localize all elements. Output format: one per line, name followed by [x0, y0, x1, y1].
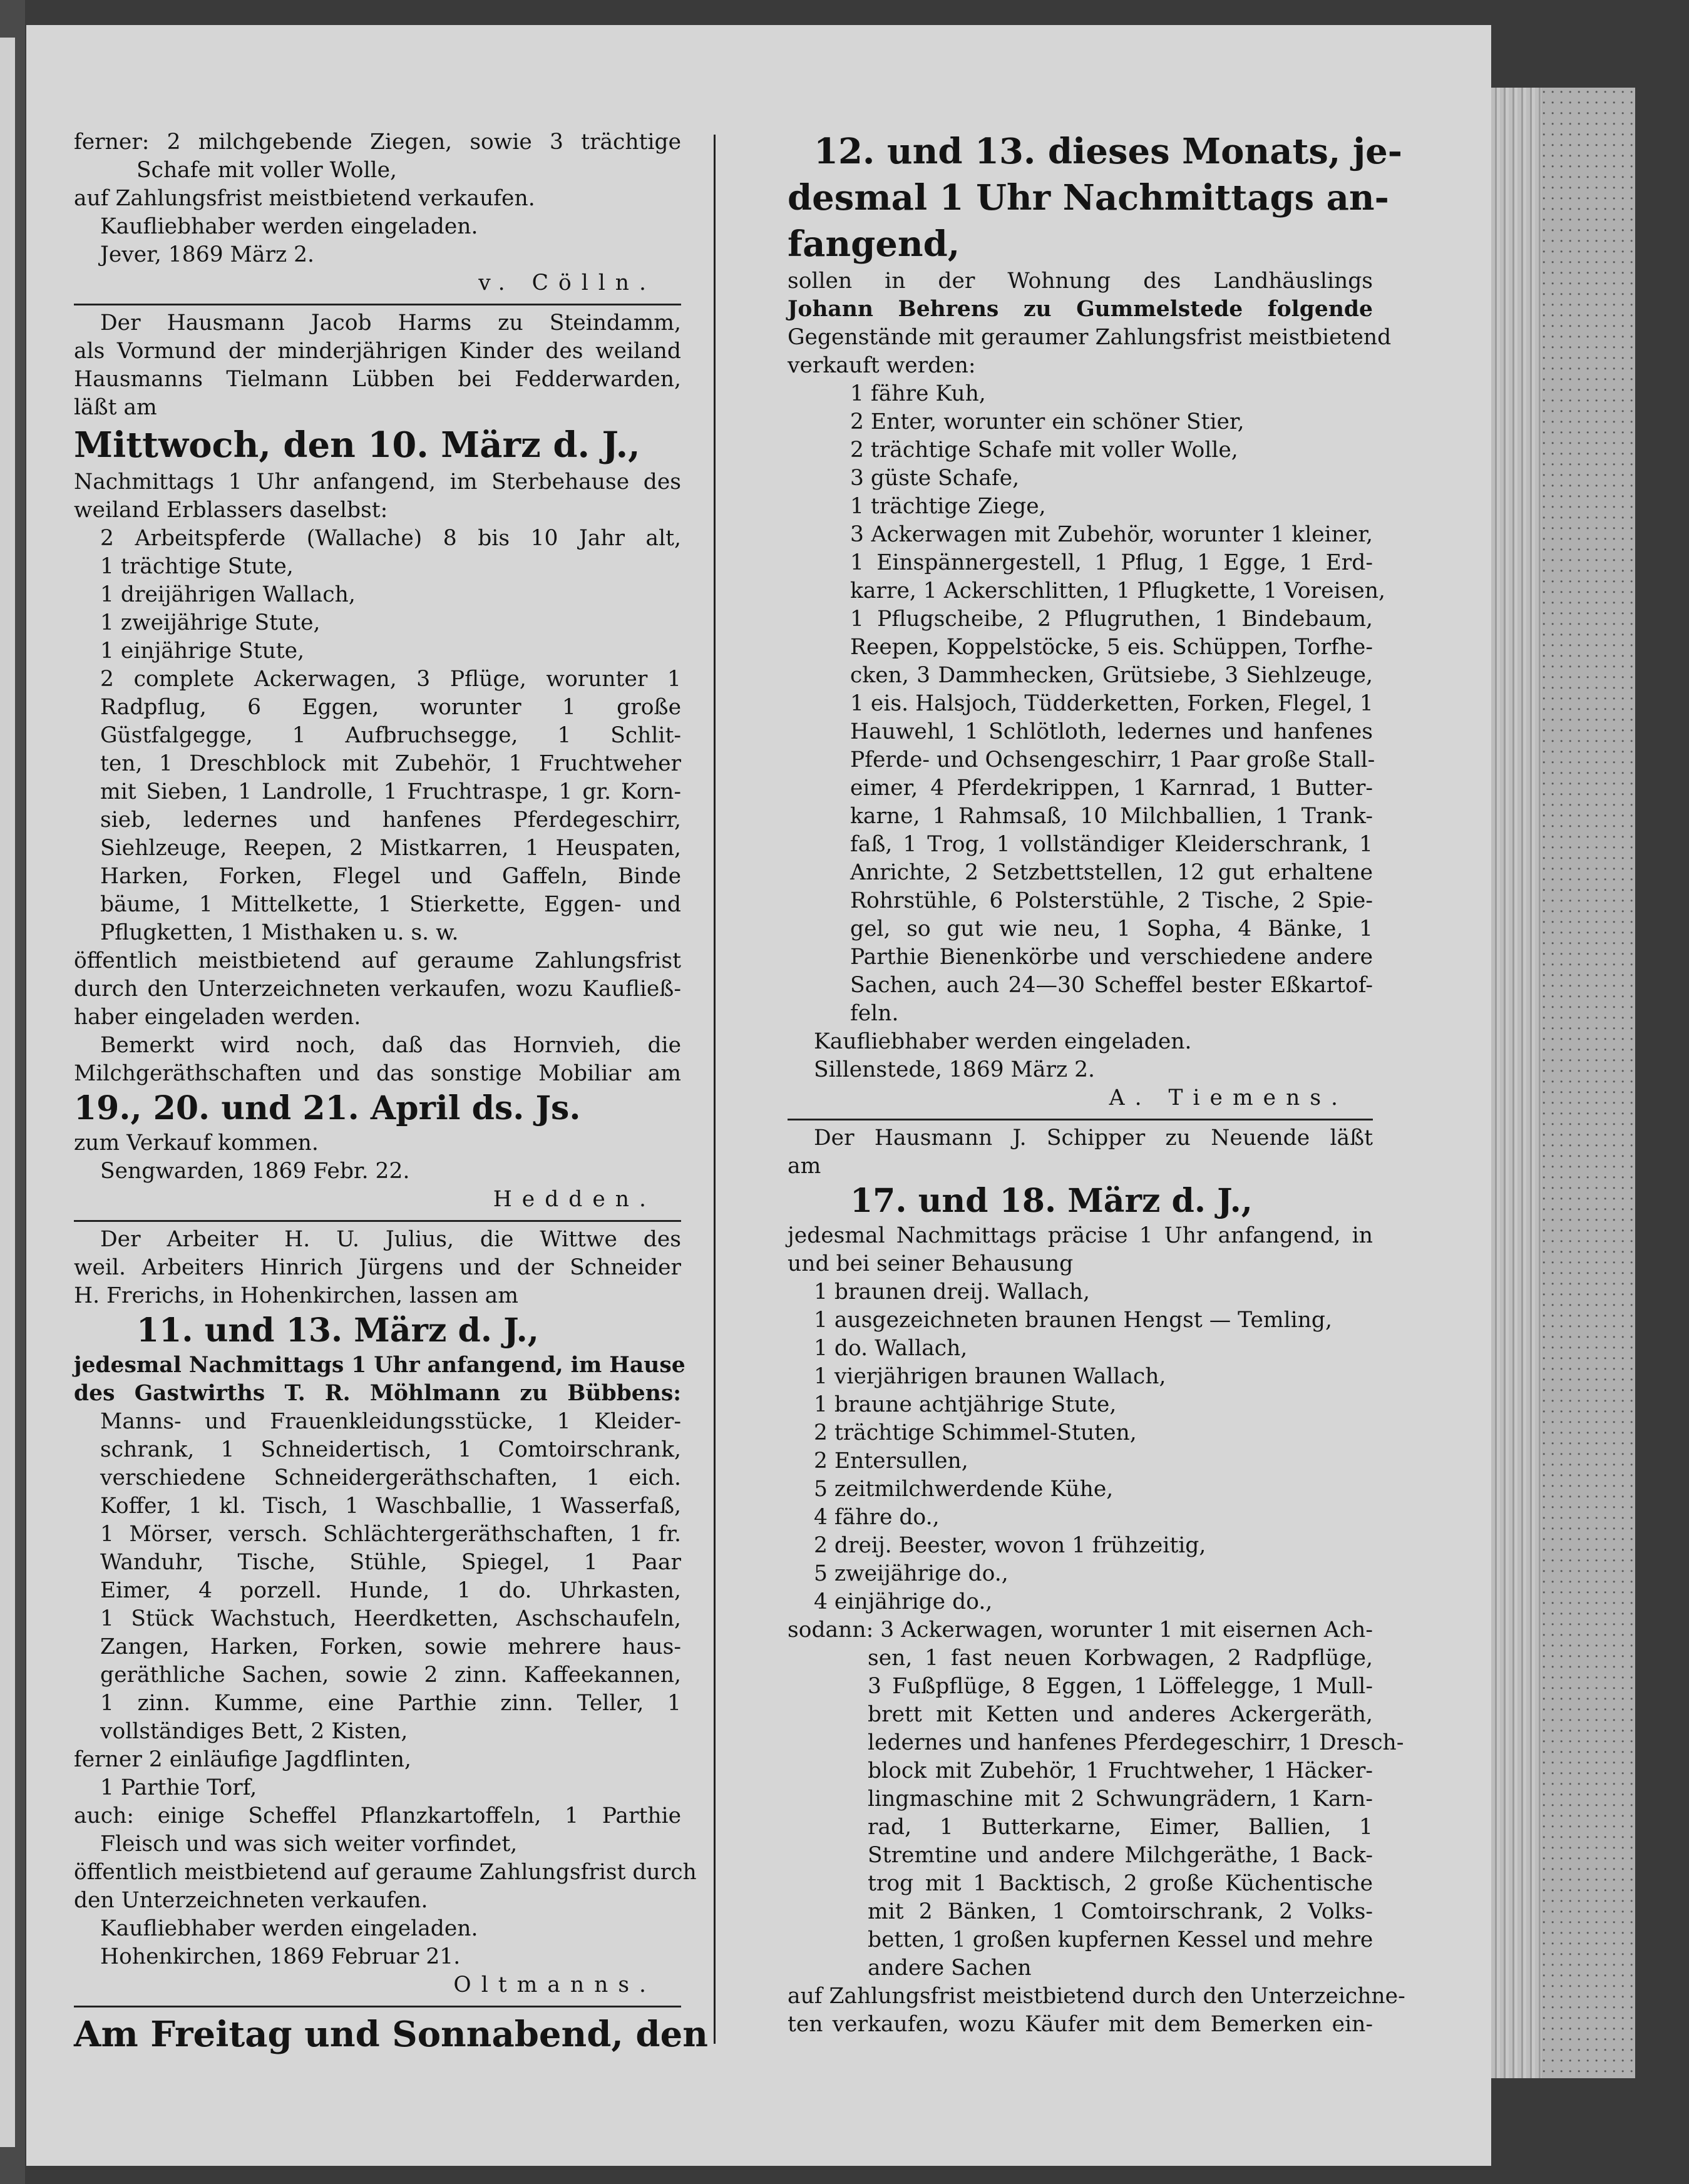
list-item: 1 vierjährigen braunen Wallach, [814, 1364, 1166, 1389]
list-item: 1 do. Wallach, [814, 1336, 968, 1361]
list-item: bäume, 1 Mittelkette, 1 Stierkette, Eggen- und [100, 892, 681, 917]
section-rule [74, 1220, 681, 1222]
list-item: eimer, 4 Pferdekrippen, 1 Karnrad, 1 Butter- [850, 776, 1373, 801]
list-item: mit 2 Bänken, 1 Comtoirschrank, 2 Volks- [868, 1899, 1373, 1924]
list-item: 1 braune achtjährige Stute, [814, 1392, 1117, 1417]
text-line: am [788, 1154, 821, 1179]
notice-heading: desmal 1 Uhr Nachmittags an- [788, 177, 1389, 218]
list-item: andere Sachen [868, 1956, 1032, 1981]
list-item: 1 Mörser, versch. Schlächtergeräthschaften, 1 fr. [100, 1522, 681, 1547]
list-item: geräthliche Sachen, sowie 2 zinn. Kaffeekannen, [100, 1663, 681, 1688]
list-item: Güstfalgegge, 1 Aufbruchsegge, 1 Schlit- [100, 723, 681, 748]
notice-coelln [74, 128, 681, 297]
list-item: ledernes und hanfenes Pferdegeschirr, 1 Dresch- [868, 1730, 1404, 1755]
list-item: feln. [850, 1001, 899, 1026]
list-item: 1 trächtige Ziege, [850, 494, 1046, 519]
list-item: mit Sieben, 1 Landrolle, 1 Fruchtraspe, 1 gr. Korn- [100, 779, 681, 804]
text-line: Jever, 1869 März 2. [100, 242, 315, 267]
list-item: verschiedene Schneidergeräthschaften, 1 eich. [100, 1465, 681, 1490]
column-divider [714, 135, 716, 2044]
notice-heading: fangend, [788, 223, 960, 265]
list-item: brett mit Ketten und anderes Ackergeräth, [868, 1702, 1373, 1727]
list-item: Hauwehl, 1 Schlötloth, ledernes und hanfenes [850, 719, 1373, 744]
list-item: karre, 1 Ackerschlitten, 1 Pflugkette, 1 Voreisen, [850, 578, 1385, 603]
list-item: gel, so gut wie neu, 1 Sopha, 4 Bänke, 1 [850, 916, 1373, 941]
notice-heading: Am Freitag und Sonnabend, den [74, 2014, 708, 2055]
list-item: karne, 1 Rahmsaß, 10 Milchballien, 1 Trank- [850, 804, 1373, 829]
list-item: 5 zeitmilchwerdende Kühe, [814, 1477, 1114, 1502]
list-item: betten, 1 großen kupfernen Kessel und mehre [868, 1927, 1373, 1952]
list-item: block mit Zubehör, 1 Fruchtweher, 1 Häcker- [868, 1758, 1373, 1783]
list-item: 1 Pflugscheibe, 2 Pflugruthen, 1 Bindebaum, [850, 607, 1373, 632]
list-item: rad, 1 Butterkarne, Eimer, Ballien, 1 [868, 1815, 1373, 1840]
signature: Hedden. [493, 1187, 656, 1212]
list-item: Harken, Forken, Flegel und Gaffeln, Binde [100, 864, 681, 889]
text-line: Schafe mit voller Wolle, [136, 158, 398, 183]
notice-behrens [788, 128, 1403, 1112]
list-item: Reepen, Koppelstöcke, 5 eis. Schüppen, Torfhe- [850, 635, 1373, 660]
list-item: 3 güste Schafe, [850, 466, 1020, 491]
text-line: Gegenstände mit geraumer Zahlungsfrist meistbietend [788, 325, 1392, 350]
list-item: Siehlzeuge, Reepen, 2 Mistkarren, 1 Heuspaten, [100, 836, 681, 861]
text-line: sollen in der Wohnung des Landhäuslings [788, 269, 1373, 294]
text-line: haber eingeladen werden. [74, 1005, 361, 1030]
signature: v. Cölln. [478, 270, 656, 295]
list-item: 2 complete Ackerwagen, 3 Pflüge, worunter 1 [100, 667, 681, 692]
list-item: sen, 1 fast neuen Korbwagen, 2 Radpflüge, [868, 1646, 1373, 1671]
section-rule [788, 1119, 1373, 1120]
text-line: auf Zahlungsfrist meistbietend verkaufen. [74, 186, 535, 211]
list-item: 2 dreij. Beester, wovon 1 frühzeitig, [814, 1533, 1206, 1558]
text-line: H. Frerichs, in Hohenkirchen, lassen am [74, 1283, 518, 1308]
list-item: 5 zweijährige do., [814, 1561, 1009, 1586]
list-item: 1 Parthie Torf, [100, 1775, 257, 1800]
left-column [74, 128, 708, 2058]
list-item: 2 Entersullen, [814, 1448, 968, 1474]
list-item: 1 einjährige Stute, [100, 638, 305, 664]
list-item: 4 einjährige do., [814, 1589, 993, 1614]
auction-date-heading: 11. und 13. März d. J., [136, 1311, 539, 1350]
text-line: Kaufliebhaber werden eingeladen. [100, 1916, 478, 1941]
text-line: weiland Erblassers daselbst: [74, 498, 388, 523]
text-line: Johann Behrens zu Gummelstede folgende [788, 297, 1373, 322]
section-rule [74, 304, 681, 305]
text-line: läßt am [74, 395, 157, 420]
list-item: Sachen, auch 24—30 Scheffel bester Eßkartof- [850, 973, 1373, 998]
text-line: des Gastwirths T. R. Möhlmann zu Bübbens: [74, 1381, 681, 1406]
list-item: sodann: 3 Ackerwagen, worunter 1 mit eisernen Ach- [788, 1617, 1373, 1643]
text-line: Kaufliebhaber werden eingeladen. [814, 1029, 1192, 1054]
list-item: lingmaschine mit 2 Schwungrädern, 1 Karn- [868, 1787, 1373, 1812]
list-item: 1 ausgezeichneten braunen Hengst — Temling, [814, 1308, 1332, 1333]
list-item: cken, 3 Dammhecken, Grütsiebe, 3 Siehlzeuge, [850, 663, 1373, 688]
notice-julius [74, 1226, 697, 1999]
list-item: vollständiges Bett, 2 Kisten, [100, 1719, 408, 1744]
list-item: 4 fähre do., [814, 1505, 940, 1530]
list-item: 2 Arbeitspferde (Wallache) 8 bis 10 Jahr alt, [100, 526, 681, 551]
list-item: Stremtine und andere Milchgeräthe, 1 Back- [868, 1843, 1373, 1868]
text-line: weil. Arbeiters Hinrich Jürgens und der Schneider [74, 1255, 681, 1280]
list-item: 2 trächtige Schimmel-Stuten, [814, 1420, 1137, 1445]
list-item: 1 zweijährige Stute, [100, 610, 321, 635]
text-line: ferner: 2 milchgebende Ziegen, sowie 3 trächtige [74, 130, 681, 155]
notice-harms [74, 309, 681, 1214]
list-item: 1 braunen dreij. Wallach, [814, 1279, 1090, 1305]
text-line: Hausmanns Tielmann Lübben bei Fedderwarden, [74, 367, 681, 392]
list-item: Radpflug, 6 Eggen, worunter 1 große [100, 695, 681, 720]
text-line: öffentlich meistbietend auf geraume Zahlungsfrist durch [74, 1860, 697, 1885]
list-item: faß, 1 Trog, 1 vollständiger Kleiderschrank, 1 [850, 832, 1373, 857]
auction-date-heading: 17. und 18. März d. J., [850, 1182, 1253, 1220]
list-item: 1 fähre Kuh, [850, 381, 986, 406]
auction-date-heading: 19., 20. und 21. April ds. Js. [74, 1089, 581, 1127]
text-line: Sengwarden, 1869 Febr. 22. [100, 1159, 410, 1184]
text-line: durch den Unterzeichneten verkaufen, wozu Kaufließ- [74, 977, 681, 1002]
text-line: Milchgeräthschaften und das sonstige Mobiliar am [74, 1061, 681, 1086]
text-line: jedesmal Nachmittags 1 Uhr anfangend, im Hause [74, 1353, 685, 1378]
signature: Oltmanns. [453, 1972, 656, 1997]
notice-heading: 12. und 13. dieses Monats, je- [814, 131, 1403, 172]
text-line: öffentlich meistbietend auf geraume Zahlungsfrist [74, 948, 681, 973]
text-line: als Vormund der minderjährigen Kinder des weiland [74, 339, 681, 364]
section-rule [74, 2006, 681, 2007]
text-line: verkauft werden: [788, 353, 976, 378]
list-item: Wanduhr, Tische, Stühle, Spiegel, 1 Paar [100, 1550, 681, 1575]
list-item: 1 zinn. Kumme, eine Parthie zinn. Teller, 1 [100, 1691, 681, 1716]
list-item: trog mit 1 Backtisch, 2 große Küchentische [868, 1871, 1373, 1896]
text-line: Der Hausmann Jacob Harms zu Steindamm, [100, 310, 681, 336]
right-column [788, 128, 1405, 2039]
list-item: sieb, ledernes und hanfenes Pferdegeschirr, [100, 807, 681, 833]
notice-schipper [788, 1124, 1405, 2039]
list-item: ten, 1 Dreschblock mit Zubehör, 1 Fruchtweher [100, 751, 681, 776]
text-line: jedesmal Nachmittags präcise 1 Uhr anfangend, in [788, 1223, 1373, 1248]
list-item: 2 trächtige Schafe mit voller Wolle, [850, 438, 1238, 463]
list-item: Koffer, 1 kl. Tisch, 1 Waschballie, 1 Wasserfaß, [100, 1494, 681, 1519]
text-line: Bemerkt wird noch, daß das Hornvieh, die [100, 1033, 681, 1058]
list-item: Manns- und Frauenkleidungsstücke, 1 Kleider- [100, 1409, 681, 1434]
signature: A. Tiemens. [1109, 1085, 1348, 1110]
text-line: auch: einige Scheffel Pflanzkartoffeln, 1 Parthie [74, 1803, 681, 1828]
text-line: ferner 2 einläufige Jagdflinten, [74, 1747, 411, 1772]
list-item: 3 Fußpflüge, 8 Eggen, 1 Löffelegge, 1 Mull- [868, 1674, 1373, 1699]
auction-date-heading: Mittwoch, den 10. März d. J., [74, 424, 640, 466]
list-item: Zangen, Harken, Forken, sowie mehrere haus- [100, 1634, 681, 1659]
text-line: zum Verkauf kommen. [74, 1130, 319, 1156]
text-line: Hohenkirchen, 1869 Februar 21. [100, 1944, 461, 1969]
list-item: Parthie Bienenkörbe und verschiedene andere [850, 945, 1373, 970]
list-item: Anrichte, 2 Setzbettstellen, 12 gut erhaltene [850, 860, 1373, 885]
list-item: Rohrstühle, 6 Polsterstühle, 2 Tische, 2 Spie- [850, 888, 1373, 913]
previous-page-edge [0, 38, 15, 2147]
list-item: schrank, 1 Schneidertisch, 1 Comtoirschrank, [100, 1437, 681, 1462]
text-line: Fleisch und was sich weiter vorfindet, [100, 1832, 518, 1857]
list-item: 3 Ackerwagen mit Zubehör, worunter 1 kleiner, [850, 522, 1373, 547]
list-item: 1 Stück Wachstuch, Heerdketten, Aschschaufeln, [100, 1606, 681, 1631]
list-item: Eimer, 4 porzell. Hunde, 1 do. Uhrkasten, [100, 1578, 681, 1603]
list-item: 2 Enter, worunter ein schöner Stier, [850, 409, 1245, 434]
text-line: Der Hausmann J. Schipper zu Neuende läßt [814, 1125, 1373, 1151]
list-item: 1 eis. Halsjoch, Tüdderketten, Forken, Flegel, 1 [850, 691, 1373, 716]
list-item: 1 Einspännergestell, 1 Pflug, 1 Egge, 1 Erd- [850, 550, 1373, 575]
text-line: den Unterzeichneten verkaufen. [74, 1888, 428, 1913]
page-stack-edge [1491, 88, 1635, 2078]
list-item: Pflugketten, 1 Misthaken u. s. w. [100, 920, 459, 945]
list-item: 1 dreijährigen Wallach, [100, 582, 356, 607]
text-line: Sillenstede, 1869 März 2. [814, 1057, 1096, 1082]
list-item: Pferde- und Ochsengeschirr, 1 Paar große Stall- [850, 747, 1375, 772]
text-line: Der Arbeiter H. U. Julius, die Wittwe des [100, 1227, 681, 1252]
list-item: 1 trächtige Stute, [100, 554, 294, 579]
text-line: und bei seiner Behausung [788, 1251, 1074, 1276]
text-line: Nachmittags 1 Uhr anfangend, im Sterbehause des [74, 469, 681, 495]
text-line: Kaufliebhaber werden eingeladen. [100, 214, 478, 239]
text-line: auf Zahlungsfrist meistbietend durch den Unterzeichne- [788, 1984, 1405, 2009]
text-line: ten verkaufen, wozu Käufer mit dem Bemerken ein- [788, 2012, 1373, 2037]
